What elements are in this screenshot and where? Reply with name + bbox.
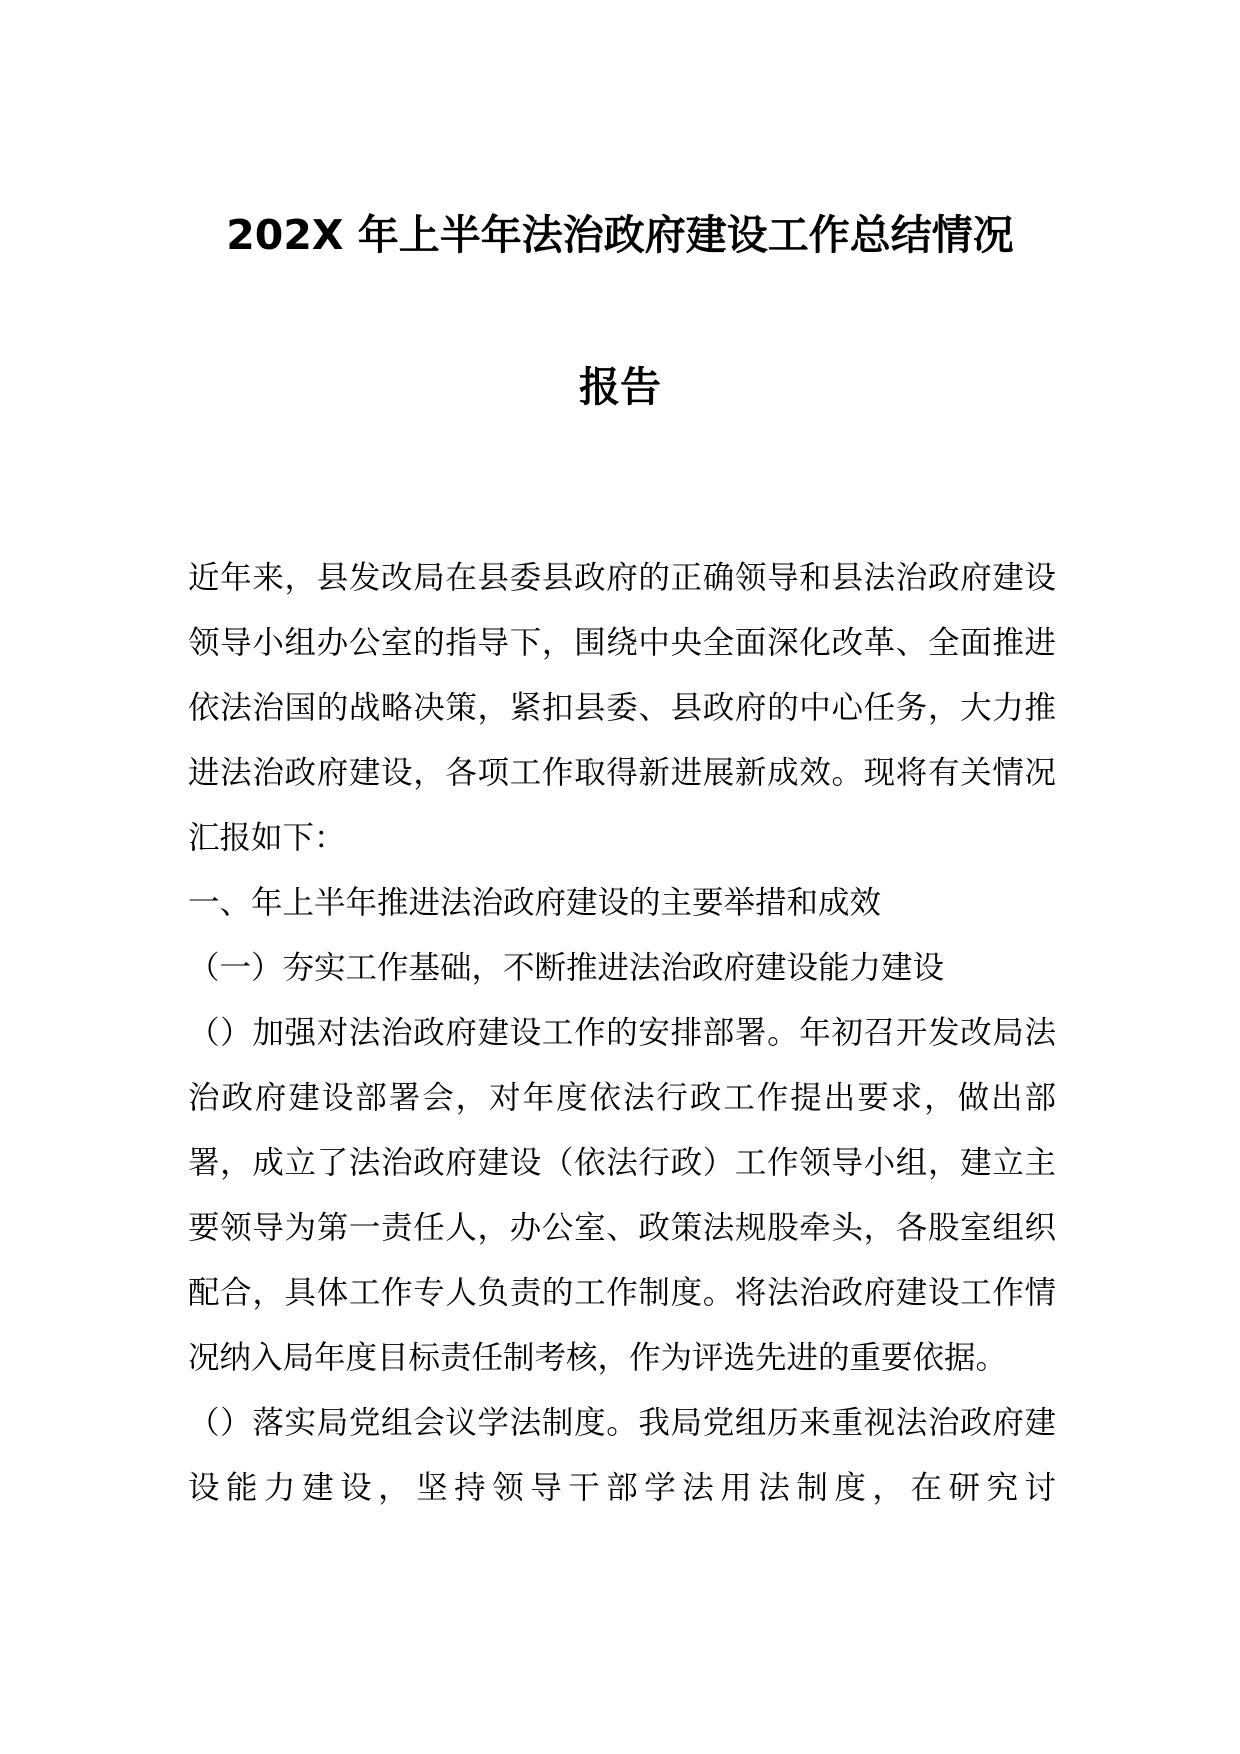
paragraph-study-system: （）落实局党组会议学法制度。我局党组历来重视法治政府建设能力建设，坚持领导干部学法用法制度，在研究讨 (188, 1405, 1056, 1506)
document-title-line-2: 报告 (579, 363, 661, 411)
paragraph-intro: 近年来，县发改局在县委县政府的正确领导和县法治政府建设领导小组办公室的指导下，围绕中央全面深化改革、全面推进依法治国的战略决策，紧扣县委、县政府的中心任务，大力推进法治政府建设，各项工作取得新进展新成效。现将有关情况汇报如下： (188, 560, 1056, 856)
subsection-heading-1: （一）夯实工作基础，不断推进法治政府建设能力建设 (188, 950, 945, 986)
document-body (188, 546, 1056, 1521)
document-title-line-1: 202X 年上半年法治政府建设工作总结情况 (226, 211, 1014, 259)
paragraph-arrangement: （）加强对法治政府建设工作的安排部署。年初召开发改局法治政府建设部署会，对年度依法行政工作提出要求，做出部署，成立了法治政府建设（依法行政）工作领导小组，建立主要领导为第一责任人，办公室、政策法规股牵头，各股室组织配合，具体工作专人负责的工作制度。将法治政府建设工作情况纳入局年度目标责任制考核，作为评选先进的重要依据。 (188, 1015, 1056, 1376)
section-heading-1: 一、年上半年推进法治政府建设的主要举措和成效 (188, 885, 882, 921)
